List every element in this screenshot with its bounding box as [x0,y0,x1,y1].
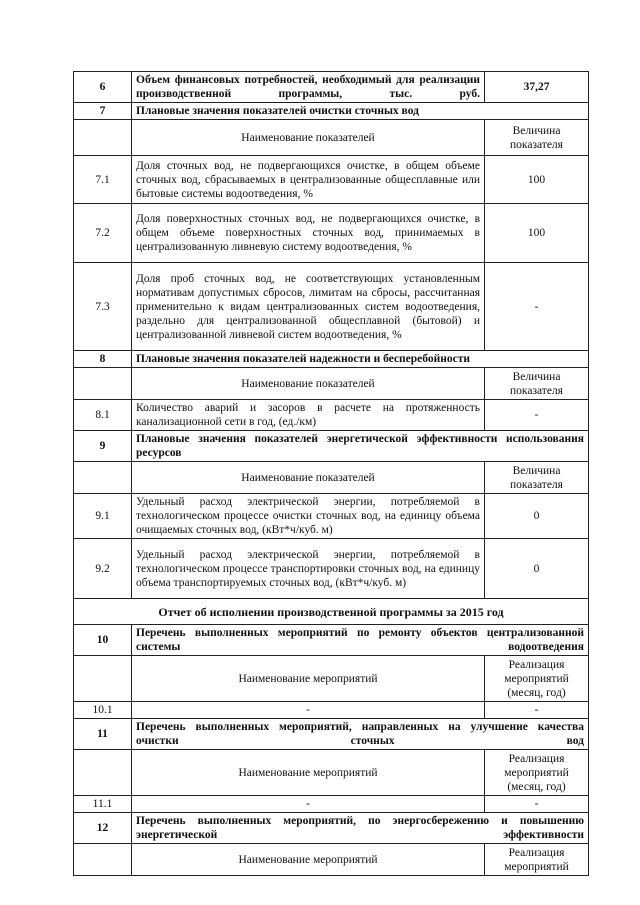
section-title: Перечень выполненных мероприятий по ремонту объектов централизованной системы водоотведения [132,625,589,656]
row-text: Количество аварий и засоров в расчете на протяженность канализационной сети в год, (ед./км) [132,400,485,431]
column-header-row [74,120,589,156]
row-number: 8 [74,351,132,368]
section-title: Плановые значения показателей очистки сточных вод [132,103,589,120]
column-header-value: Реализация мероприятий [485,844,589,876]
column-header-value: Реализация мероприятий (месяц, год) [485,656,589,702]
table-row [74,204,589,263]
column-header-name: Наименование показателей [132,462,485,494]
section-row [74,625,589,656]
report-heading-row [74,599,589,625]
row-value: - [485,400,589,431]
row-number: 10 [74,625,132,656]
column-header-row [74,462,589,494]
row-value: 100 [485,204,589,263]
row-value: 0 [485,539,589,599]
row-value: - [485,702,589,719]
row-number: 7.3 [74,263,132,351]
section-row [74,351,589,368]
row-text: Доля сточных вод, не подвергающихся очистке, в общем объеме сточных вод, сбрасываемых в централизованные общесплавные или бытовые системы водоотведения, % [132,156,485,204]
column-header-value: Реализация мероприятий (месяц, год) [485,750,589,796]
column-header-name: Наименование мероприятий [132,750,485,796]
row-number: 11 [74,719,132,750]
column-header-name: Наименование мероприятий [132,844,485,876]
column-header-value: Величина показателя [485,462,589,494]
row-number: 12 [74,813,132,844]
section-row [74,813,589,844]
table-row [74,72,589,103]
table-row [74,539,589,599]
section-row [74,719,589,750]
column-header-name: Наименование показателей [132,368,485,400]
row-text: - [132,796,485,813]
table-row [74,263,589,351]
row-text: Доля поверхностных сточных вод, не подвергающихся очистке, в общем объеме поверхностных сточных вод, принимаемых в централизованную ливневую систему водоотведения, % [132,204,485,263]
row-value: 100 [485,156,589,204]
table-row [74,400,589,431]
column-header-row [74,368,589,400]
row-text: Удельный расход электрической энергии, потребляемой в технологическом процессе очистки сточных вод, на единицу объема очищаемых сточных вод, (кВт*ч/куб. м) [132,494,485,539]
section-title: Плановые значения показателей энергетической эффективности использования ресурсов [132,431,589,462]
row-number: 9.1 [74,494,132,539]
section-title: Перечень выполненных мероприятий, направленных на улучшение качества очистки сточных вод [132,719,589,750]
report-heading: Отчет об исполнении производственной программы за 2015 год [74,599,589,625]
table-row [74,796,589,813]
row-number: 6 [74,72,132,103]
row-value: - [485,263,589,351]
column-header-value: Величина показателя [485,368,589,400]
column-header-name: Наименование мероприятий [132,656,485,702]
row-text: Удельный расход электрической энергии, потребляемой в технологическом процессе транспортировки сточных вод, на единицу объема транспортируемых сточных вод, (кВт*ч/куб. м) [132,539,485,599]
row-number: 8.1 [74,400,132,431]
row-value: 37,27 [485,72,589,103]
row-number: 10.1 [74,702,132,719]
row-text: Доля проб сточных вод, не соответствующих установленным нормативам допустимых сбросов, лимитам на сбросы, рассчитанная применительно к видам централизованных систем водоотведения, раздельно для централизованной общесплавной (бытовой) и централизованной ливневой систем водоотведения, % [132,263,485,351]
program-table [73,71,589,876]
row-number: 7.2 [74,204,132,263]
row-number: 9 [74,431,132,462]
row-number: 11.1 [74,796,132,813]
column-header-row [74,656,589,702]
row-title: Объем финансовых потребностей, необходимый для реализации производственной программы, тыс. руб. [132,72,485,103]
column-header-row [74,844,589,876]
section-title: Перечень выполненных мероприятий, по энергосбережению и повышению энергетической эффективности [132,813,589,844]
section-title: Плановые значения показателей надежности и бесперебойности [132,351,589,368]
row-number: 7 [74,103,132,120]
table-row [74,156,589,204]
row-value: 0 [485,494,589,539]
section-row [74,103,589,120]
row-number: 9.2 [74,539,132,599]
row-number: 7.1 [74,156,132,204]
row-value: - [485,796,589,813]
section-row [74,431,589,462]
table-row [74,494,589,539]
table-row [74,702,589,719]
column-header-name: Наименование показателей [132,120,485,156]
column-header-row [74,750,589,796]
row-text: - [132,702,485,719]
column-header-value: Величина показателя [485,120,589,156]
